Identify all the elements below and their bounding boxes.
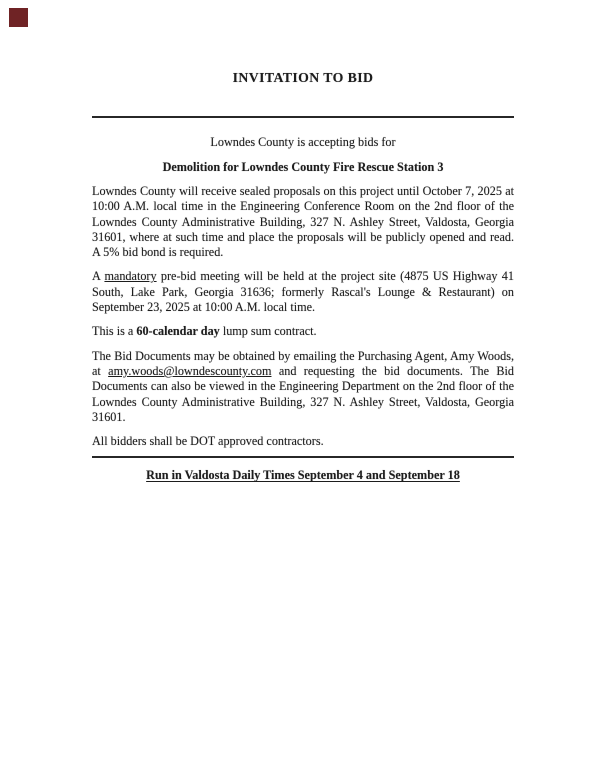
text-segment: Lowndes County will receive sealed proposals on this project until October 7, 2025 at 10:00 A.M. local time in the Engineering Conference Room on the 2nd floor of the Lowndes County Administrative Building, 327 N. Ashley Street, Valdosta, Georgia 31601, where at such time and place the proposals will be publicly opened and read. A 5% bid bond is required. — [92, 184, 514, 260]
text-segment: A — [92, 269, 105, 284]
text-segment: and requesting the bid documents. The Bid Documents can also be viewed in the Engineering Department on the 2nd floor of the Lowndes County Administrative Building, 327 N. Ashley Street, Valdosta, Georgia 31601. — [92, 363, 514, 424]
bid-documents-paragraph — [92, 349, 514, 425]
bottom-divider — [92, 456, 514, 458]
text-segment: All bidders shall be DOT approved contractors. — [92, 434, 324, 449]
document-content — [92, 0, 514, 483]
contract-term-paragraph — [92, 324, 514, 339]
text-segment: lump sum contract. — [219, 324, 317, 339]
dot-approved-paragraph — [92, 434, 514, 449]
document-title: INVITATION TO BID — [232, 70, 374, 85]
prebid-meeting-paragraph — [92, 269, 514, 315]
top-divider — [92, 116, 514, 118]
text-segment: 60-calendar day — [136, 324, 220, 339]
body-paragraphs — [92, 184, 514, 449]
project-title-line: Demolition for Lowndes County Fire Rescue Station 3 — [162, 160, 444, 174]
publication-note: Run in Valdosta Daily Times September 4 and September 18 — [146, 468, 460, 483]
text-segment: pre-bid meeting will be held at the project site (4875 US Highway 41 South, Lake Park, Georgia 31636; formerly Rascal's Lounge & Restaurant) on September 23, 2025 at 10:00 A.M. local time. — [92, 269, 514, 315]
intro-line: Lowndes County is accepting bids for — [210, 135, 396, 149]
proposals-paragraph — [92, 184, 514, 260]
text-segment: mandatory — [104, 269, 157, 284]
text-segment: amy.woods@lowndescounty.com — [108, 363, 272, 378]
text-segment: The Bid Documents may be obtained by emailing the Purchasing Agent, Amy Woods, at — [92, 348, 514, 378]
scan-artifact-mark — [9, 8, 28, 27]
text-segment: This is a — [92, 324, 137, 339]
